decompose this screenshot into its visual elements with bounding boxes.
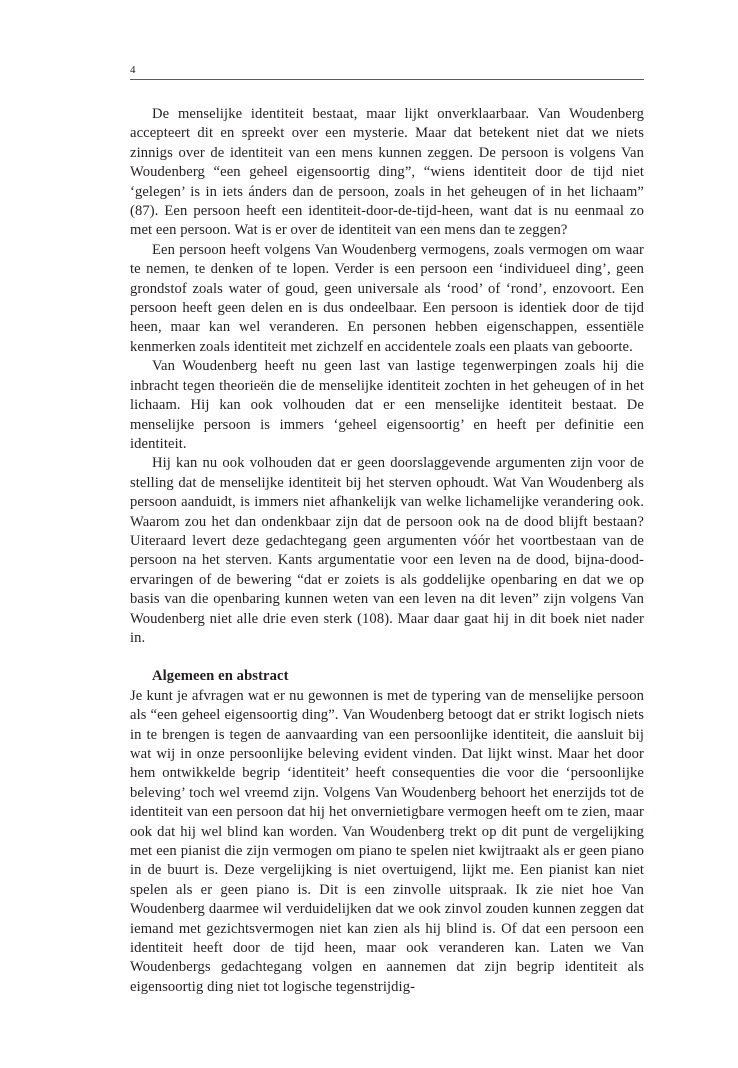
paragraph: Van Woudenberg heeft nu geen last van lastige tegenwerpingen zoals hij die inbracht tegen theorieën die de menselijke identiteit zochten in het geheugen of in het lichaam. Hij kan ook volhouden dat er een menselijke identiteit bestaat. De menselijke persoon is immers ‘geheel eigensoortig’ en heeft per definitie een identiteit. xyxy=(130,358,644,452)
paragraph: Hij kan nu ook volhouden dat er geen doorslaggevende argumenten zijn voor de stelling dat de menselijke identiteit bij het sterven ophoudt. Wat Van Woudenberg als persoon aanduidt, is immers niet afhankelijk van welke lichamelijke verandering ook. Waarom zou het dan ondenkbaar zijn dat de persoon ook na de dood blijft bestaan? Uiteraard levert deze gedachtegang geen argumenten vóór het voortbestaan van de persoon na het sterven. Kants argumentatie voor een leven na de dood, bijna-dood-ervaringen of de bewering “dat er zoiets is als goddelijke openbaring en dat we op basis van die openbaring kunnen weten van een leven na dit leven” zijn volgens Van Woudenberg niet alle drie even sterk (108). Maar daar gaat hij in dit boek niet nader in. xyxy=(130,455,644,646)
paragraph: Je kunt je afvragen wat er nu gewonnen is met de typering van de menselijke persoon als “een geheel eigensoortig ding”. Van Woudenberg betoogt dat er strikt logisch niets in te brengen is tegen de aanvaarding van een persoonlijke identiteit, die aansluit bij wat wij in onze persoonlijke beleving evident vinden. Dat lijkt winst. Maar het door hem ontwikkelde begrip ‘identiteit’ heeft consequenties die voor die ‘persoonlijke beleving’ toch wel vreemd zijn. Volgens Van Woudenberg behoort het enerzijds tot de identiteit van een persoon dat hij het onvernietigbare vermogen heeft om te zien, maar ook dat hij wel blind kan worden. Van Woudenberg trekt op dit punt de vergelijking met een pianist die zijn vermogen om piano te spelen niet kwijtraakt als er geen piano in de buurt is. Deze vergelijking is niet overtuigend, lijkt me. Een pianist kan niet spelen als er geen piano is. Dit is een zinvolle uitspraak. Ik zie niet hoe Van Woudenberg daarmee wil verduidelijken dat we ook zinvol zouden kunnen zeggen dat iemand met gezichtsvermogen niet kan zien als hij blind is. Of dat een persoon een identiteit heeft door de tijd heen, maar ook veranderen kan. Laten we Van Woudenbergs gedachtegang volgen en aannemen dat zijn begrip identiteit als eigensoortig ding niet tot logische tegenstrijdig- xyxy=(130,687,644,995)
page-number: 4 xyxy=(130,64,136,76)
paragraph: De menselijke identiteit bestaat, maar lijkt onverklaarbaar. Van Woudenberg accepteert dit en spreekt over een mysterie. Maar dat betekent niet dat we niets zinnigs over de identiteit van een mens kunnen zeggen. De persoon is volgens Van Woudenberg “een geheel eigensoortig ding”, “wiens identiteit door de tijd niet ‘gelegen’ is in iets ánders dan de persoon, zoals in het geheugen of in het lichaam” (87). Een persoon heeft een identiteit-door-de-tijd-heen, want dat is nu eenmaal zo met een persoon. Wat is er over de identiteit van een mens dan te zeggen? xyxy=(130,106,644,239)
header-rule xyxy=(130,79,644,80)
paragraph: Een persoon heeft volgens Van Woudenberg vermogens, zoals vermogen om waar te nemen, te denken of te lopen. Verder is een persoon een ‘individueel ding’, geen grondstof zoals water of goud, geen universale als ‘rood’ of ‘rond’, enzovoort. Een persoon heeft geen delen en is dus ondeelbaar. Een persoon is identiek door de tijd heen, maar kan wel veranderen. En personen hebben eigenschappen, essentiële kenmerken zoals identiteit met zichzelf en accidentele zoals een plaats van geboorte. xyxy=(130,241,644,355)
section-heading: Algemeen en abstract xyxy=(152,668,289,685)
main-text xyxy=(130,105,644,997)
